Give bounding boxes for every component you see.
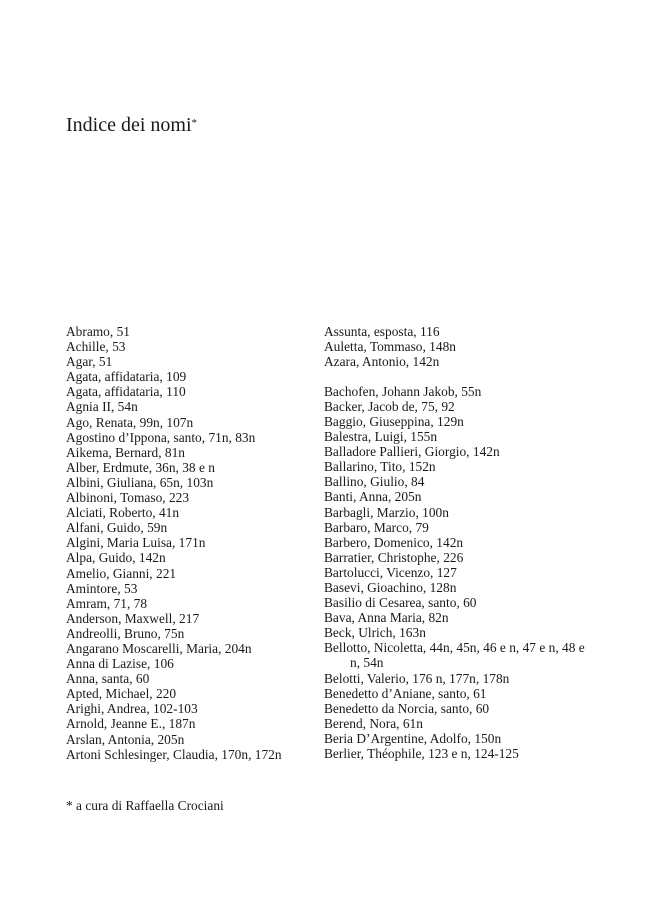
index-entry: Berlier, Théophile, 123 e n, 124-125 — [324, 746, 519, 762]
index-entry: Agata, affidataria, 109 — [66, 369, 187, 385]
index-entry: Bachofen, Johann Jakob, 55n — [324, 383, 482, 399]
index-entry: Algini, Maria Luisa, 171n — [66, 535, 206, 551]
index-entry: Bava, Anna Maria, 82n — [324, 610, 449, 626]
index-entry: Amram, 71, 78 — [66, 595, 148, 611]
index-entry: Ballino, Giulio, 84 — [324, 474, 425, 490]
index-entry: Beck, Ulrich, 163n — [324, 625, 426, 641]
index-entry: Angarano Moscarelli, Maria, 204n — [66, 640, 252, 656]
index-entry: Belotti, Valerio, 176 n, 177n, 178n — [324, 670, 510, 686]
index-entry: Aikema, Bernard, 81n — [66, 444, 185, 460]
index-entry: Alciati, Roberto, 41n — [66, 505, 180, 521]
footnote: * a cura di Raffaella Crociani — [66, 798, 224, 813]
letter-group-separator — [324, 369, 594, 384]
index-entry: Agostino d’Ippona, santo, 71n, 83n — [66, 429, 256, 445]
index-entry: Basilio di Cesarea, santo, 60 — [324, 595, 477, 611]
index-entry: Assunta, esposta, 116 — [324, 324, 440, 339]
index-entry: Bellotto, Nicoletta, 44n, 45n, 46 e n, 47 e n, 48 e n, 54n — [324, 640, 585, 671]
index-entry: Arslan, Antonia, 205n — [66, 731, 185, 747]
index-entry: Apted, Michael, 220 — [66, 686, 177, 702]
page-title-text: Indice dei nomi — [66, 114, 192, 136]
index-entry: Alfani, Guido, 59n — [66, 520, 168, 536]
page-title — [66, 112, 197, 138]
index-entry: Basevi, Gioachino, 128n — [324, 580, 457, 595]
index-entry: Benedetto d’Aniane, santo, 61 — [324, 685, 487, 701]
index-entry: Agata, affidataria, 110 — [66, 384, 186, 400]
index-entry: Barbagli, Marzio, 100n — [324, 504, 449, 520]
title-footnote-mark: * — [191, 117, 198, 129]
index-entry: Alpa, Guido, 142n — [66, 550, 166, 566]
index-entry: Achille, 53 — [66, 339, 126, 355]
index-entry: Arnold, Jeanne E., 187n — [66, 716, 196, 732]
index-entry: Amintore, 53 — [66, 580, 138, 596]
index-entry: Albini, Giuliana, 65n, 103n — [66, 474, 214, 490]
index-entry: Agnia II, 54n — [66, 399, 138, 415]
index-entry: Balestra, Luigi, 155n — [324, 429, 438, 445]
index-entry: Ballarino, Tito, 152n — [324, 459, 436, 475]
index-entry: Ago, Renata, 99n, 107n — [66, 414, 194, 430]
index-entry: Barratier, Christophe, 226 — [324, 549, 464, 565]
index-entry: Balladore Pallieri, Giorgio, 142n — [324, 444, 500, 460]
index-entry: Backer, Jacob de, 75, 92 — [324, 398, 455, 414]
index-entry: Abramo, 51 — [66, 324, 130, 339]
index-entry: Berend, Nora, 61n — [324, 715, 423, 731]
index-entry: Azara, Antonio, 142n — [324, 354, 440, 370]
index-entry: Benedetto da Norcia, santo, 60 — [324, 700, 490, 716]
index-column-left — [66, 324, 311, 762]
index-entry: Anna, santa, 60 — [66, 671, 150, 687]
index-entry: Auletta, Tommaso, 148n — [324, 339, 456, 355]
index-entry: Agar, 51 — [66, 354, 113, 370]
index-entry: Amelio, Gianni, 221 — [66, 565, 177, 581]
index-entry: Beria D’Argentine, Adolfo, 150n — [324, 730, 502, 746]
index-entry: Baggio, Giuseppina, 129n — [324, 413, 464, 429]
index-entry: Bartolucci, Vicenzo, 127 — [324, 564, 457, 580]
index-entry: Anna di Lazise, 106 — [66, 656, 174, 672]
index-entry: Barbaro, Marco, 79 — [324, 519, 429, 535]
index-entry: Albinoni, Tomaso, 223 — [66, 490, 190, 506]
index-entry: Andreolli, Bruno, 75n — [66, 625, 185, 641]
index-entry: Barbero, Domenico, 142n — [324, 534, 464, 550]
index-entry: Artoni Schlesinger, Claudia, 170n, 172n — [66, 746, 282, 762]
index-entry: Alber, Erdmute, 36n, 38 e n — [66, 459, 215, 475]
index-entry: Anderson, Maxwell, 217 — [66, 610, 200, 626]
index-entry: Banti, Anna, 205n — [324, 489, 422, 505]
index-entry: Arighi, Andrea, 102-103 — [66, 701, 198, 717]
index-column-right — [324, 324, 594, 761]
